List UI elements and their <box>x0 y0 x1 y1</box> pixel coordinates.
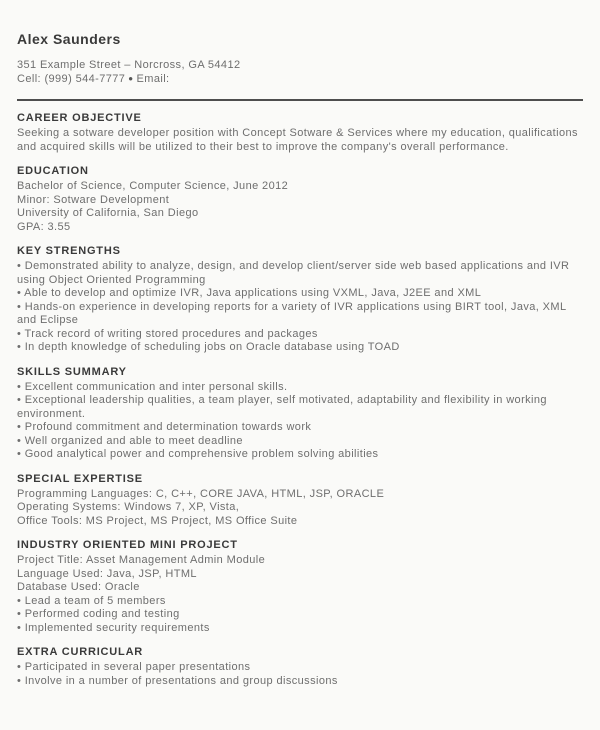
section-paragraph: Project Title: Asset Management Admin Module <box>17 554 266 566</box>
section-paragraph: Bachelor of Science, Computer Science, June 2012 <box>17 180 289 192</box>
bullet-item: • In depth knowledge of scheduling jobs on Oracle database using TOAD <box>17 341 583 355</box>
bullet-item: • Well organized and able to meet deadline <box>17 435 583 449</box>
resume-section-special-expertise <box>17 473 583 529</box>
resume-section-extra-curricular <box>17 646 583 688</box>
section-paragraph: Office Tools: MS Project, MS Project, MS Office Suite <box>17 514 298 527</box>
resume-sections <box>17 112 583 688</box>
bullet-item: • Excellent communication and inter personal skills. <box>17 381 583 395</box>
bullet-item: • Profound commitment and determination towards work <box>17 421 583 435</box>
bullet-item: • Good analytical power and comprehensive problem solving abilities <box>17 448 583 462</box>
bullet-item: • Demonstrated ability to analyze, design, and develop client/server side web based applications and IVR using Object Oriented Programming <box>17 260 583 287</box>
resume-header <box>17 31 583 86</box>
address-line: 351 Example Street – Norcross, GA 54412 <box>17 59 241 71</box>
section-paragraph: Minor: Sotware Development <box>17 193 170 206</box>
bullet-item: • Able to develop and optimize IVR, Java applications using VXML, Java, J2EE and XML <box>17 287 583 301</box>
bullet-item: • Implemented security requirements <box>17 622 583 636</box>
resume-section-career-objective <box>17 112 583 154</box>
resume-section-education <box>17 165 583 234</box>
section-paragraph: Programming Languages: C, C++, CORE JAVA, HTML, JSP, ORACLE <box>17 487 385 500</box>
bullet-list <box>17 260 583 355</box>
resume-section-key-strengths <box>17 245 583 355</box>
section-title: SKILLS SUMMARY <box>17 365 127 378</box>
bullet-list <box>17 595 583 636</box>
contact-line <box>17 72 583 86</box>
header-divider <box>17 99 583 101</box>
bullet-item: • Track record of writing stored procedures and packages <box>17 328 583 342</box>
section-title: KEY STRENGTHS <box>17 245 121 257</box>
bullet-item: • Lead a team of 5 members <box>17 595 583 609</box>
section-title: EDUCATION <box>17 165 89 177</box>
bullet-item: • Involve in a number of presentations and group discussions <box>17 675 583 689</box>
resume-section-industry-oriented-mini-project <box>17 539 583 635</box>
section-paragraph: Database Used: Oracle <box>17 581 140 593</box>
bullet-item: • Hands-on experience in developing reports for a variety of IVR applications using BIRT tool, Java, XML and Eclipse <box>17 301 583 328</box>
person-name: Alex Saunders <box>17 31 121 47</box>
bullet-list <box>17 381 583 462</box>
section-title: SPECIAL EXPERTISE <box>17 472 143 485</box>
section-paragraph: Seeking a sotware developer position with Concept Sotware & Services where my education, qualifications and acquired skills will be utilized to their best to improve the company's overall performance. <box>17 127 578 153</box>
section-title: EXTRA CURRICULAR <box>17 646 144 658</box>
bullet-separator-icon: ● <box>128 74 134 83</box>
section-paragraph: Language Used: Java, JSP, HTML <box>17 567 197 580</box>
bullet-item: • Performed coding and testing <box>17 608 583 622</box>
bullet-item: • Exceptional leadership qualities, a team player, self motivated, adaptability and flexibility in working environment. <box>17 394 583 421</box>
section-paragraph: University of California, San Diego <box>17 207 199 219</box>
cell-number: Cell: (999) 544-7777 <box>17 73 126 85</box>
bullet-list <box>17 661 583 688</box>
resume-section-skills-summary <box>17 366 583 462</box>
section-title: CAREER OBJECTIVE <box>17 112 142 124</box>
section-title: INDUSTRY ORIENTED MINI PROJECT <box>17 539 238 551</box>
bullet-item: • Participated in several paper presentations <box>17 661 583 675</box>
section-paragraph: Operating Systems: Windows 7, XP, Vista, <box>17 501 240 513</box>
section-paragraph: GPA: 3.55 <box>17 220 71 233</box>
email-label: Email: <box>136 73 170 85</box>
